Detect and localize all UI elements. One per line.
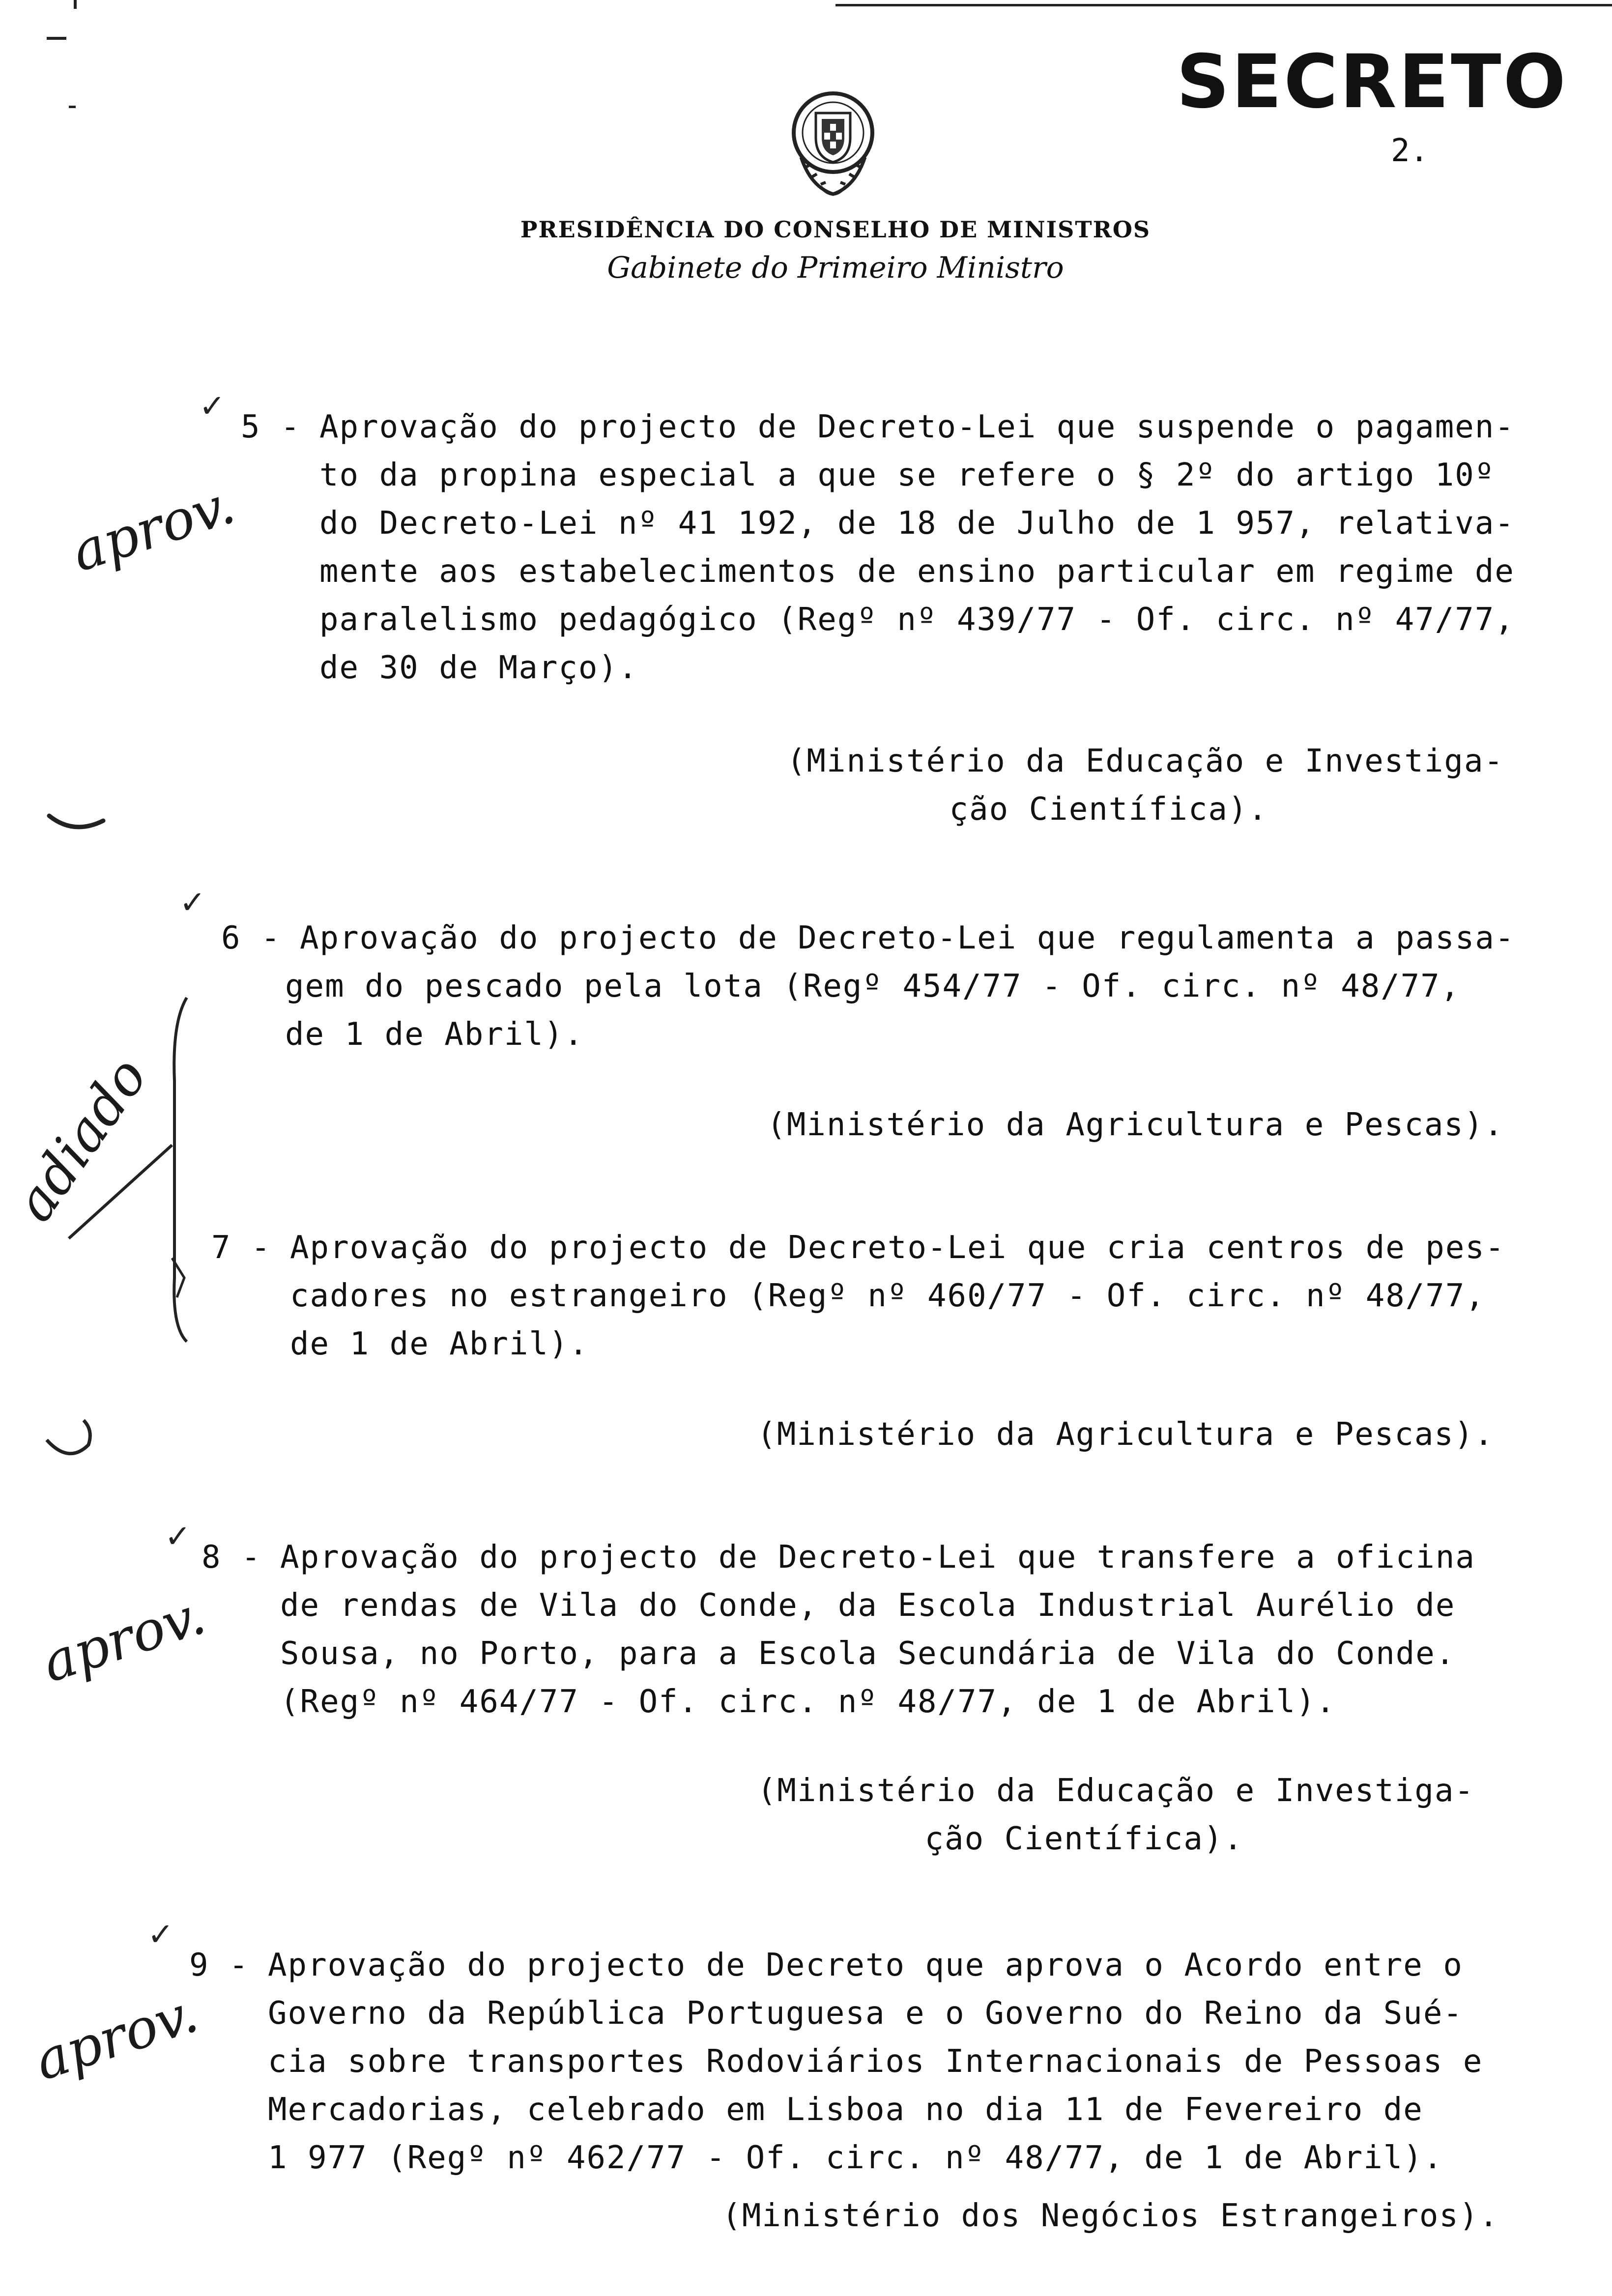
item-line: (Regº nº 464/77 - Of. circ. nº 48/77, de 1 de Abril). bbox=[280, 1684, 1336, 1720]
portuguese-coat-of-arms-icon bbox=[781, 84, 885, 201]
item-line-first: 8 - Aprovação do projecto de Decreto-Lei que transfere a oficina bbox=[202, 1533, 1509, 1581]
item-line-first: 9 - Aprovação do projecto de Decreto que aprova o Acordo entre o bbox=[189, 1941, 1506, 1989]
check-mark-icon: ✓ bbox=[199, 388, 226, 425]
handwritten-annotation: aprov. bbox=[34, 1583, 213, 1694]
item-number: 8 - bbox=[202, 1539, 261, 1576]
item-line: do Decreto-Lei nº 41 192, de 18 de Julho de 1 957, relativa- bbox=[319, 505, 1515, 542]
ministry-attribution: (Ministério da Agricultura e Pescas). bbox=[767, 1107, 1504, 1143]
item-line-first: 5 - Aprovação do projecto de Decreto-Lei que suspende o pagamen- bbox=[241, 403, 1528, 451]
item-number: 9 - bbox=[189, 1947, 249, 1983]
agenda-item-6 bbox=[221, 914, 1528, 1059]
item-line: de 1 de Abril). bbox=[285, 1016, 584, 1053]
organization-heading: PRESIDÊNCIA DO CONSELHO DE MINISTROS bbox=[520, 216, 1151, 243]
item-line: Governo da República Portuguesa e o Governo do Reino da Sué- bbox=[268, 1995, 1463, 2032]
page-number: 2. bbox=[1391, 133, 1429, 169]
item-line: gem do pescado pela lota (Regº 454/77 - Of. circ. nº 48/77, bbox=[285, 968, 1461, 1004]
item-line-first: 7 - Aprovação do projecto de Decreto-Lei que cria centros de pes- bbox=[211, 1224, 1519, 1272]
item-line: de 30 de Março). bbox=[319, 650, 638, 686]
scan-mark bbox=[74, 0, 77, 9]
ministry-attribution: (Ministério da Educação e Investiga- ção Científica). bbox=[786, 743, 1504, 828]
item-line: 1 977 (Regº nº 462/77 - Of. circ. nº 48/77, de 1 de Abril). bbox=[268, 2140, 1443, 2176]
ministry-attribution: (Ministério da Agricultura e Pescas). bbox=[757, 1416, 1494, 1453]
item-number: 6 - bbox=[221, 920, 281, 956]
check-mark-icon: ✓ bbox=[147, 1917, 174, 1953]
item-line: Mercadorias, celebrado em Lisboa no dia 11 de Fevereiro de bbox=[268, 2092, 1423, 2128]
scan-mark bbox=[69, 106, 76, 108]
item-number: 7 - bbox=[211, 1230, 271, 1266]
agenda-item-7 bbox=[211, 1224, 1519, 1368]
office-subheading: Gabinete do Primeiro Ministro bbox=[607, 251, 1064, 285]
check-mark-icon: ✓ bbox=[179, 885, 206, 921]
agenda-item-5 bbox=[241, 403, 1528, 692]
handwritten-annotation: aprov. bbox=[64, 472, 242, 584]
item-line: to da propina especial a que se refere o § 2º do artigo 10º bbox=[319, 457, 1495, 493]
item-number: 5 - bbox=[241, 409, 301, 445]
top-border-line bbox=[835, 4, 1612, 6]
item-line: cia sobre transportes Rodoviários Internacionais de Pessoas e bbox=[268, 2043, 1483, 2080]
handwritten-annotation: aprov. bbox=[27, 1981, 205, 2093]
item-line: paralelismo pedagógico (Regº nº 439/77 - Of. circ. nº 47/77, bbox=[319, 602, 1515, 638]
handwritten-annotation: adiado bbox=[2, 1046, 160, 1233]
scan-mark bbox=[47, 37, 66, 40]
item-line: de rendas de Vila do Conde, da Escola Industrial Aurélio de bbox=[280, 1587, 1456, 1624]
agenda-item-8 bbox=[202, 1533, 1509, 1726]
ministry-attribution: (Ministério da Educação e Investiga- ção Científica). bbox=[757, 1773, 1474, 1857]
check-mark-icon: ✓ bbox=[165, 1519, 191, 1555]
ministry-attribution: (Ministério dos Negócios Estrangeiros). bbox=[722, 2198, 1499, 2234]
classification-stamp: SECRETO bbox=[1176, 39, 1568, 125]
item-line: mente aos estabelecimentos de ensino particular em regime de bbox=[319, 553, 1515, 590]
item-line: cadores no estrangeiro (Regº nº 460/77 - Of. circ. nº 48/77, bbox=[290, 1278, 1485, 1314]
item-line-first: 6 - Aprovação do projecto de Decreto-Lei que regulamenta a passa- bbox=[221, 914, 1528, 962]
item-line: Sousa, no Porto, para a Escola Secundária de Vila do Conde. bbox=[280, 1636, 1456, 1672]
item-line: de 1 de Abril). bbox=[290, 1326, 589, 1362]
agenda-item-9 bbox=[189, 1941, 1506, 2182]
